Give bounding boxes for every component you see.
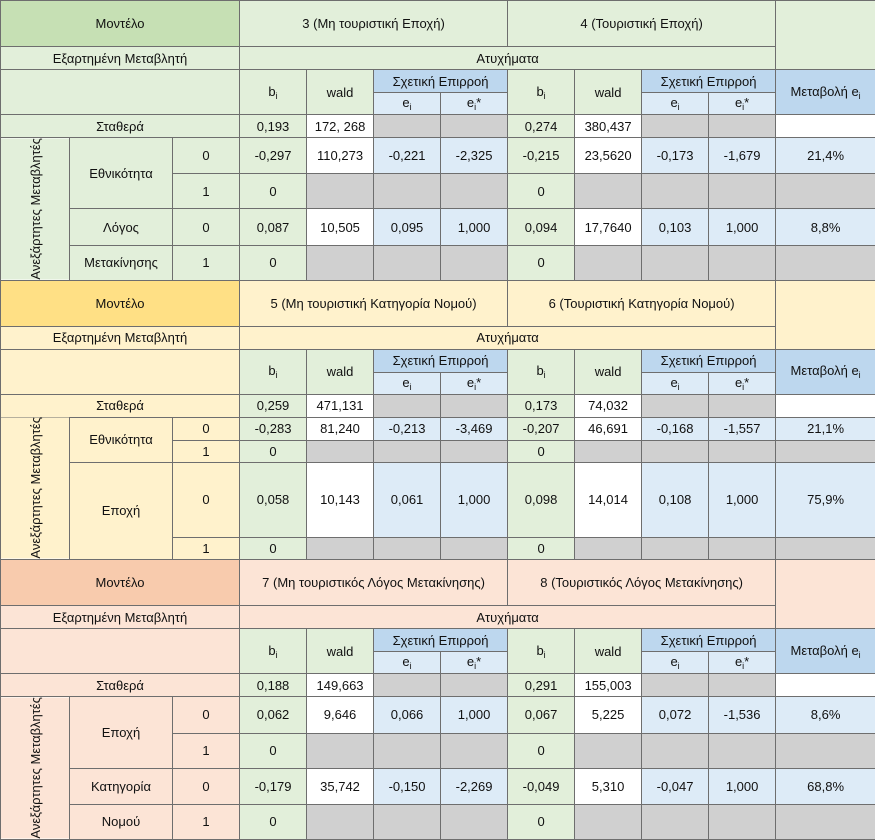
cell: -0,150: [374, 768, 441, 804]
dependent-label: Εξαρτημένη Μεταβλητή: [1, 326, 240, 349]
estar-header: $e_i*$: [709, 652, 776, 674]
cell: 1,000: [709, 209, 776, 245]
cell: [374, 440, 441, 462]
model-right-title: 4 (Τουριστική Εποχή): [508, 1, 776, 47]
cell: [441, 394, 508, 417]
model-left-title: 5 (Μη τουριστική Κατηγορία Νομού): [240, 280, 508, 326]
cell: [642, 394, 709, 417]
cell: 0,087: [240, 209, 307, 245]
model-label: Μοντέλο: [1, 560, 240, 606]
cell: [575, 245, 642, 280]
cell: 0,061: [374, 462, 441, 538]
e-header: $e_i$: [642, 372, 709, 394]
e-header: $e_i$: [642, 93, 709, 115]
cell: -0,049: [508, 768, 575, 804]
cell: 0,188: [240, 674, 307, 697]
cell: -0,207: [508, 417, 575, 440]
constant-label: Σταθερά: [1, 674, 240, 697]
cell: -0,047: [642, 768, 709, 804]
cell: -1,679: [709, 138, 776, 174]
cell: [307, 733, 374, 768]
cell: 0,094: [508, 209, 575, 245]
cell: 21,4%: [776, 138, 875, 174]
cell: [441, 245, 508, 280]
cell: 17,7640: [575, 209, 642, 245]
cell: [307, 538, 374, 560]
cell: 0: [240, 245, 307, 280]
var-name: Κατηγορία: [70, 768, 173, 804]
cell: [575, 804, 642, 839]
cell: [642, 804, 709, 839]
level: 0: [173, 768, 240, 804]
header-blank: [776, 1, 875, 70]
cell: 21,1%: [776, 417, 875, 440]
cell: 75,9%: [776, 462, 875, 538]
var-name: Εποχή: [70, 462, 173, 560]
cell: [776, 440, 875, 462]
cell: 0: [240, 440, 307, 462]
cell: [776, 674, 875, 697]
cell: [642, 733, 709, 768]
change-header: Μεταβολή $e_i$: [776, 629, 875, 674]
wald-header: wald: [575, 349, 642, 394]
dependent-value: Ατυχήματα: [240, 326, 776, 349]
level: 0: [173, 697, 240, 733]
cell: 172, 268: [307, 115, 374, 138]
model-label: Μοντέλο: [1, 1, 240, 47]
level: 1: [173, 733, 240, 768]
cell: -0,168: [642, 417, 709, 440]
independent-label: Ανεξάρτητες Μεταβλητές: [1, 417, 70, 560]
cell: [776, 394, 875, 417]
cell: 0,098: [508, 462, 575, 538]
cell: 0,066: [374, 697, 441, 733]
cell: 1,000: [441, 209, 508, 245]
cell: [776, 245, 875, 280]
var-name: Εθνικότητα: [70, 138, 173, 209]
cell: [374, 538, 441, 560]
cell: [709, 733, 776, 768]
cell: 10,505: [307, 209, 374, 245]
cell: [374, 804, 441, 839]
level: 1: [173, 804, 240, 839]
cell: -0,173: [642, 138, 709, 174]
cell: [709, 538, 776, 560]
cell: -3,469: [441, 417, 508, 440]
cell: 0: [508, 538, 575, 560]
cell: [441, 440, 508, 462]
cell: 0,173: [508, 394, 575, 417]
cell: [776, 538, 875, 560]
cell: [776, 733, 875, 768]
cell: 5,225: [575, 697, 642, 733]
cell: [307, 804, 374, 839]
var-name: Εποχή: [70, 697, 173, 768]
cell: [307, 174, 374, 209]
cell: 81,240: [307, 417, 374, 440]
cell: -2,269: [441, 768, 508, 804]
cell: [374, 733, 441, 768]
cell: [776, 174, 875, 209]
corner-blank: [1, 70, 240, 115]
cell: [575, 733, 642, 768]
cell: 0,072: [642, 697, 709, 733]
b-header: $b_i$: [240, 629, 307, 674]
cell: 0: [508, 804, 575, 839]
cell: [575, 174, 642, 209]
cell: 74,032: [575, 394, 642, 417]
cell: [642, 674, 709, 697]
var-name: Μετακίνησης: [70, 245, 173, 280]
var-name: Εθνικότητα: [70, 417, 173, 462]
cell: 0,058: [240, 462, 307, 538]
cell: 10,143: [307, 462, 374, 538]
cell: -2,325: [441, 138, 508, 174]
cell: [776, 115, 875, 138]
independent-label: Ανεξάρτητες Μεταβλητές: [1, 697, 70, 840]
cell: [642, 245, 709, 280]
cell: -0,297: [240, 138, 307, 174]
cell: 8,8%: [776, 209, 875, 245]
model-left-title: 7 (Μη τουριστικός Λόγος Μετακίνησης): [240, 560, 508, 606]
wald-header: wald: [307, 349, 374, 394]
e-header: $e_i$: [374, 652, 441, 674]
change-header: Μεταβολή $e_i$: [776, 70, 875, 115]
cell: 14,014: [575, 462, 642, 538]
cell: [374, 674, 441, 697]
b-header: $b_i$: [240, 349, 307, 394]
cell: 5,310: [575, 768, 642, 804]
b-header: $b_i$: [508, 70, 575, 115]
e-header: $e_i$: [374, 372, 441, 394]
model-left-title: 3 (Μη τουριστική Εποχή): [240, 1, 508, 47]
wald-header: wald: [307, 70, 374, 115]
cell: [374, 174, 441, 209]
relative-header: Σχετική Επιρροή: [642, 349, 776, 372]
level: 0: [173, 209, 240, 245]
cell: [575, 538, 642, 560]
level: 1: [173, 538, 240, 560]
relative-header: Σχετική Επιρροή: [374, 349, 508, 372]
cell: 1,000: [709, 768, 776, 804]
level: 0: [173, 138, 240, 174]
cell: 0,062: [240, 697, 307, 733]
cell: 9,646: [307, 697, 374, 733]
cell: [709, 394, 776, 417]
cell: 0,193: [240, 115, 307, 138]
cell: 380,437: [575, 115, 642, 138]
b-header: $b_i$: [240, 70, 307, 115]
e-header: $e_i$: [642, 652, 709, 674]
level: 1: [173, 440, 240, 462]
e-header: $e_i$: [374, 93, 441, 115]
var-name: Νομού: [70, 804, 173, 839]
cell: [307, 245, 374, 280]
cell: 0: [508, 733, 575, 768]
cell: -0,213: [374, 417, 441, 440]
estar-header: $e_i*$: [441, 93, 508, 115]
cell: [441, 674, 508, 697]
wald-header: wald: [307, 629, 374, 674]
dependent-value: Ατυχήματα: [240, 47, 776, 70]
cell: 0,291: [508, 674, 575, 697]
cell: 46,691: [575, 417, 642, 440]
cell: 155,003: [575, 674, 642, 697]
cell: -0,221: [374, 138, 441, 174]
cell: 23,5620: [575, 138, 642, 174]
constant-label: Σταθερά: [1, 394, 240, 417]
cell: 35,742: [307, 768, 374, 804]
dependent-label: Εξαρτημένη Μεταβλητή: [1, 606, 240, 629]
wald-header: wald: [575, 70, 642, 115]
b-header: $b_i$: [508, 349, 575, 394]
cell: [441, 174, 508, 209]
level: 1: [173, 174, 240, 209]
cell: [374, 245, 441, 280]
cell: 0: [508, 245, 575, 280]
model-label: Μοντέλο: [1, 280, 240, 326]
level: 1: [173, 245, 240, 280]
var-name: Λόγος: [70, 209, 173, 245]
estar-header: $e_i*$: [709, 93, 776, 115]
cell: -0,283: [240, 417, 307, 440]
cell: 0,103: [642, 209, 709, 245]
cell: 68,8%: [776, 768, 875, 804]
corner-blank: [1, 629, 240, 674]
cell: [642, 174, 709, 209]
cell: [709, 174, 776, 209]
cell: [441, 115, 508, 138]
model-right-title: 8 (Τουριστικός Λόγος Μετακίνησης): [508, 560, 776, 606]
cell: 0: [508, 440, 575, 462]
cell: 0: [240, 174, 307, 209]
cell: [642, 538, 709, 560]
b-header: $b_i$: [508, 629, 575, 674]
change-header: Μεταβολή $e_i$: [776, 349, 875, 394]
cell: [709, 115, 776, 138]
relative-header: Σχετική Επιρροή: [374, 629, 508, 652]
cell: [374, 394, 441, 417]
cell: 0,259: [240, 394, 307, 417]
cell: [307, 440, 374, 462]
cell: [441, 733, 508, 768]
cell: 471,131: [307, 394, 374, 417]
cell: 0,067: [508, 697, 575, 733]
estar-header: $e_i*$: [441, 652, 508, 674]
relative-header: Σχετική Επιρροή: [642, 629, 776, 652]
cell: 0: [240, 804, 307, 839]
cell: 0,274: [508, 115, 575, 138]
independent-label: Ανεξάρτητες Μεταβλητές: [1, 138, 70, 281]
cell: 0,108: [642, 462, 709, 538]
cell: -1,557: [709, 417, 776, 440]
cell: 8,6%: [776, 697, 875, 733]
cell: [642, 115, 709, 138]
estar-header: $e_i*$: [709, 372, 776, 394]
cell: [709, 245, 776, 280]
cell: [642, 440, 709, 462]
cell: 1,000: [441, 462, 508, 538]
cell: -0,179: [240, 768, 307, 804]
relative-header: Σχετική Επιρροή: [642, 70, 776, 93]
cell: [575, 440, 642, 462]
level: 0: [173, 462, 240, 538]
cell: 1,000: [709, 462, 776, 538]
wald-header: wald: [575, 629, 642, 674]
cell: 110,273: [307, 138, 374, 174]
cell: [709, 674, 776, 697]
cell: [441, 538, 508, 560]
model-right-title: 6 (Τουριστική Κατηγορία Νομού): [508, 280, 776, 326]
relative-header: Σχετική Επιρροή: [374, 70, 508, 93]
cell: 0,095: [374, 209, 441, 245]
header-blank: [776, 560, 875, 629]
cell: [374, 115, 441, 138]
dependent-label: Εξαρτημένη Μεταβλητή: [1, 47, 240, 70]
cell: [776, 804, 875, 839]
cell: 0: [240, 538, 307, 560]
estar-header: $e_i*$: [441, 372, 508, 394]
cell: -0,215: [508, 138, 575, 174]
cell: 1,000: [441, 697, 508, 733]
cell: [709, 804, 776, 839]
cell: -1,536: [709, 697, 776, 733]
cell: 0: [508, 174, 575, 209]
constant-label: Σταθερά: [1, 115, 240, 138]
cell: [709, 440, 776, 462]
cell: 0: [240, 733, 307, 768]
corner-blank: [1, 349, 240, 394]
dependent-value: Ατυχήματα: [240, 606, 776, 629]
header-blank: [776, 280, 875, 349]
cell: 149,663: [307, 674, 374, 697]
level: 0: [173, 417, 240, 440]
cell: [441, 804, 508, 839]
